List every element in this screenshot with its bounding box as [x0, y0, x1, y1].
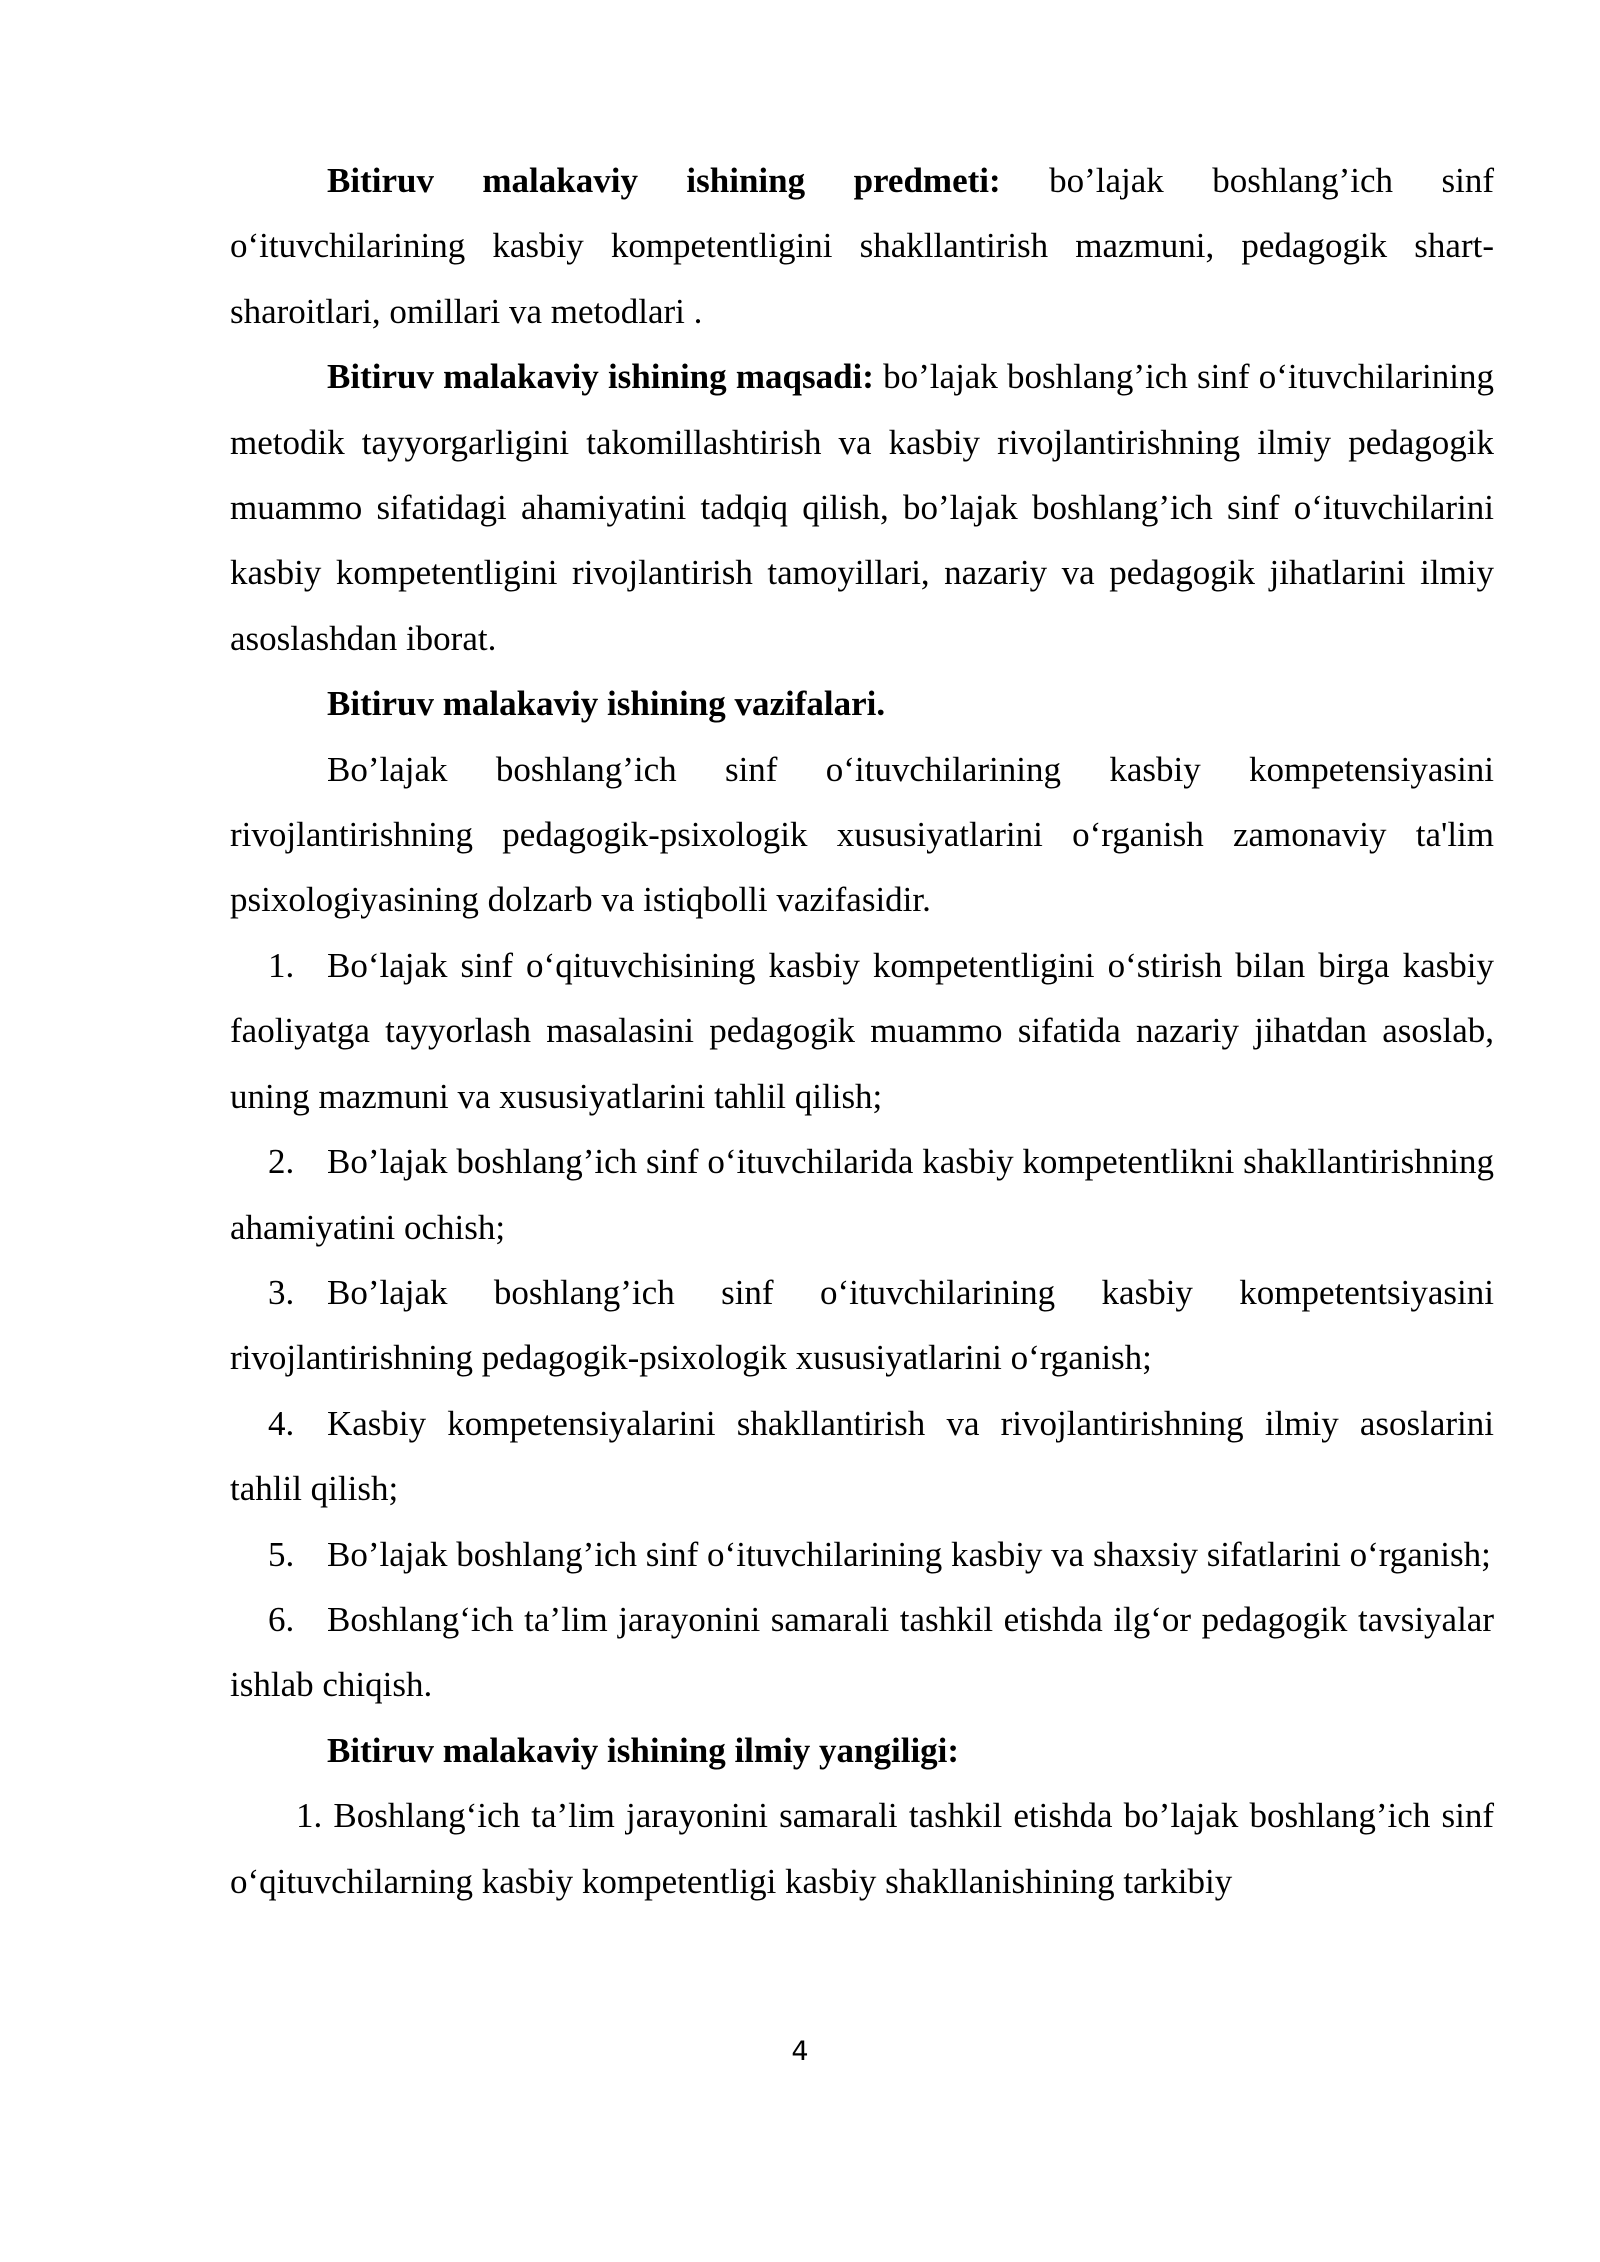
task-item-number: 4.: [268, 1403, 295, 1443]
task-item-text: Bo’lajak boshlang’ich sinf o‘ituvchilarida kasbiy kompetentlikni shakllantirishning ahamiyatini ochish;: [230, 1142, 1494, 1247]
novelty-heading: Bitiruv malakaviy ishining ilmiy yangiligi:: [327, 1730, 960, 1770]
tasks-intro: Bo’lajak boshlang’ich sinf o‘ituvchilarining kasbiy kompetensiyasini rivojlantirishning pedagogik-psixologik xususiyatlarini o‘rganish zamonaviy ta'lim psixologiyasining dolzarb va istiqbolli vazifasidir.: [230, 749, 1494, 920]
page-number: 4: [791, 2036, 809, 2067]
tasks-heading: Bitiruv malakaviy ishining vazifalari.: [327, 684, 886, 724]
task-item-text: Kasbiy kompetensiyalarini shakllantirish va rivojlantirishning ilmiy asoslarini tahlil qilish;: [230, 1403, 1494, 1509]
subject-label: Bitiruv malakaviy ishining predmeti:: [327, 161, 1001, 200]
task-item-number: 6.: [268, 1599, 295, 1639]
task-item-number: 5.: [268, 1534, 295, 1574]
goal-text: bo’lajak boshlang’ich sinf o‘ituvchilarining metodik tayyorgarligini takomillashtirish va kasbiy rivojlantirishning ilmiy pedagogik muammo sifatidagi ahamiyatini tadqiq qilish, bo’lajak boshlang’ich sinf o‘ituvchilarini kasbiy kompetentligini rivojlantirish tamoyillari, nazariy va pedagogik jihatlarini ilmiy asoslashdan iborat.: [230, 357, 1494, 658]
task-item-number: 2.: [268, 1142, 295, 1182]
subject-paragraph: [230, 148, 1494, 344]
task-item-4: [230, 1391, 1494, 1522]
task-item-text: Boshlang‘ich ta’lim jarayonini samarali tashkil etishda ilg‘or pedagogik tavsiyalar ishlab chiqish.: [230, 1599, 1494, 1705]
task-item-text: Bo’lajak boshlang’ich sinf o‘ituvchilarining kasbiy kompetentsiyasini rivojlantirishning pedagogik-psixologik xususiyatlarini o‘rganish;: [230, 1272, 1494, 1378]
task-item-1: [230, 933, 1494, 1129]
page-body: [230, 148, 1494, 1914]
novelty-item-1: 1. Boshlang‘ich ta’lim jarayonini samarali tashkil etishda bo’lajak boshlang’ich sinf o‘qituvchilarning kasbiy kompetentligi kasbiy shakllanishining tarkibiy: [230, 1796, 1494, 1901]
task-item-6: [230, 1587, 1494, 1718]
task-item-number: 3.: [268, 1272, 295, 1312]
task-item-text: Bo’lajak boshlang’ich sinf o‘ituvchilarining kasbiy va shaxsiy sifatlarini o‘rganish;: [327, 1534, 1491, 1574]
task-item-2: [230, 1129, 1494, 1260]
task-item-5: [230, 1522, 1494, 1587]
task-item-3: [230, 1260, 1494, 1391]
goal-label: Bitiruv malakaviy ishining maqsadi:: [327, 357, 874, 397]
task-item-text: Bo‘lajak sinf o‘qituvchisining kasbiy kompetentligini o‘stirish bilan birga kasbiy faoliyatga tayyorlash masalasini pedagogik muammo sifatida nazariy jihatdan asoslab, uning mazmuni va xususiyatlarini tahlil qilish;: [230, 945, 1494, 1116]
subject-text: bo’lajak boshlang’ich sinf o‘ituvchilarining kasbiy kompetentligini shakllantirish mazmuni, pedagogik shart-sharoitlari, omillari va metodlari .: [230, 161, 1494, 331]
task-item-number: 1.: [268, 945, 295, 985]
goal-paragraph: [230, 344, 1494, 671]
